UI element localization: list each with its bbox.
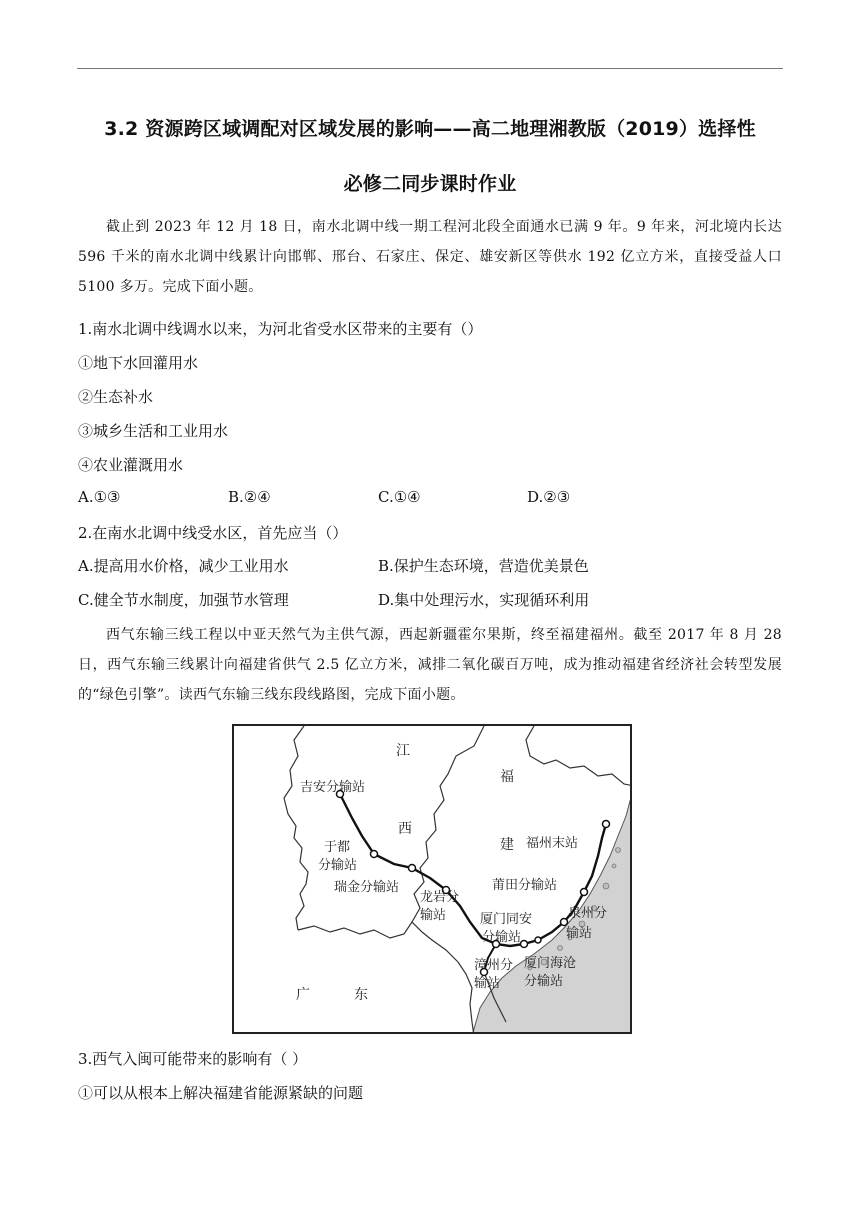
station-label-longyan-2: 输站 bbox=[420, 908, 447, 923]
boundary-fujian-north bbox=[526, 726, 632, 786]
station-marker-haicang bbox=[521, 941, 528, 948]
pipeline-map bbox=[232, 724, 632, 1034]
station-label-haicang-1: 厦门海沧 bbox=[524, 956, 577, 971]
boundary-jiangxi-west bbox=[284, 726, 308, 930]
q1-option-b[interactable]: B.②④ bbox=[228, 488, 271, 506]
q1-item-3: ③城乡生活和工业用水 bbox=[78, 422, 229, 440]
station-marker-yudu bbox=[371, 851, 378, 858]
q1-option-d[interactable]: D.②③ bbox=[527, 488, 571, 506]
q2-option-c[interactable]: C.健全节水制度，加强节水管理 bbox=[78, 591, 289, 609]
station-label-fuzhou: 福州末站 bbox=[526, 836, 579, 851]
q1-item-4: ④农业灌溉用水 bbox=[78, 456, 184, 474]
q2-stem: 2.在南水北调中线受水区，首先应当（） bbox=[78, 524, 348, 542]
q1-item-1: ①地下水回灌用水 bbox=[78, 354, 199, 372]
station-label-tongan-1: 厦门同安 bbox=[480, 912, 533, 927]
q2-option-a[interactable]: A.提高用水价格，减少工业用水 bbox=[78, 557, 289, 575]
station-label-zhangzhou-2: 输站 bbox=[474, 976, 501, 991]
station-label-haicang-2: 分输站 bbox=[524, 974, 564, 989]
station-marker-ruijin bbox=[409, 865, 416, 872]
station-marker-putian bbox=[581, 889, 588, 896]
q1-item-2: ②生态补水 bbox=[78, 388, 154, 406]
q3-item-1: ①可以从根本上解决福建省能源紧缺的问题 bbox=[78, 1084, 364, 1102]
page-title-line1: 3.2 资源跨区域调配对区域发展的影响——高二地理湘教版（2019）选择性 bbox=[104, 118, 756, 140]
province-char-jian: 建 bbox=[500, 837, 514, 853]
province-char-xi: 西 bbox=[398, 821, 412, 837]
passage-1: 截止到 2023 年 12 月 18 日，南水北调中线一期工程河北段全面通水已满 9 年。9 年来，河北境内长达 596 千米的南水北调中线累计向邯郸、邢台、石家庄、保定、雄安新区等供水 192 亿立方米，直接受益人口 5100 多万。完成下面小题。 bbox=[78, 219, 782, 295]
passage-2: 西气东输三线工程以中亚天然气为主供气源，西起新疆霍尔果斯，终至福建福州。截至 2017 年 8 月 28 日，西气东输三线累计向福建省供气 2.5 亿立方米，减排二氧化碳百万吨，成为推动福建省经济社会转型发展的“绿色引擎”。读西气东输三线东段线路图，完成下面小题。 bbox=[78, 627, 782, 703]
station-label-putian: 莆田分输站 bbox=[492, 878, 558, 893]
q1-option-a[interactable]: A.①③ bbox=[78, 488, 121, 506]
header-rule bbox=[77, 68, 783, 69]
boundary-guangdong-fujian bbox=[458, 962, 474, 1034]
province-char-jiang: 江 bbox=[396, 743, 410, 759]
station-label-quanzhou-1: 泉州分 bbox=[568, 906, 608, 921]
q3-stem: 3.西气入闽可能带来的影响有（ ） bbox=[78, 1050, 308, 1068]
station-label-quanzhou-2: 输站 bbox=[566, 926, 593, 941]
map-drawing bbox=[234, 726, 632, 1034]
station-label-yudu-2: 分输站 bbox=[318, 858, 358, 873]
q1-stem: 1.南水北调中线调水以来，为河北省受水区带来的主要有（） bbox=[78, 320, 483, 338]
q1-option-c[interactable]: C.①④ bbox=[378, 488, 421, 506]
province-char-fu: 福 bbox=[500, 769, 514, 785]
station-label-yudu-1: 于都 bbox=[324, 840, 351, 855]
station-label-tongan-2: 分输站 bbox=[482, 930, 522, 945]
station-marker-fuzhou bbox=[603, 821, 610, 828]
station-label-ruijin: 瑞金分输站 bbox=[334, 880, 400, 895]
station-label-zhangzhou-1: 漳州分 bbox=[474, 958, 514, 973]
station-marker-haicang2 bbox=[535, 937, 541, 943]
q2-option-b[interactable]: B.保护生态环境，营造优美景色 bbox=[378, 557, 589, 575]
province-char-dong: 东 bbox=[354, 987, 368, 1003]
q2-option-d[interactable]: D.集中处理污水，实现循环利用 bbox=[378, 591, 590, 609]
boundary-guangdong bbox=[298, 922, 412, 938]
province-char-guang: 广 bbox=[296, 987, 310, 1003]
station-label-longyan-1: 龙岩分 bbox=[420, 890, 460, 905]
station-label-jian: 吉安分输站 bbox=[300, 780, 366, 795]
page-title-line2: 必修二同步课时作业 bbox=[343, 173, 517, 195]
